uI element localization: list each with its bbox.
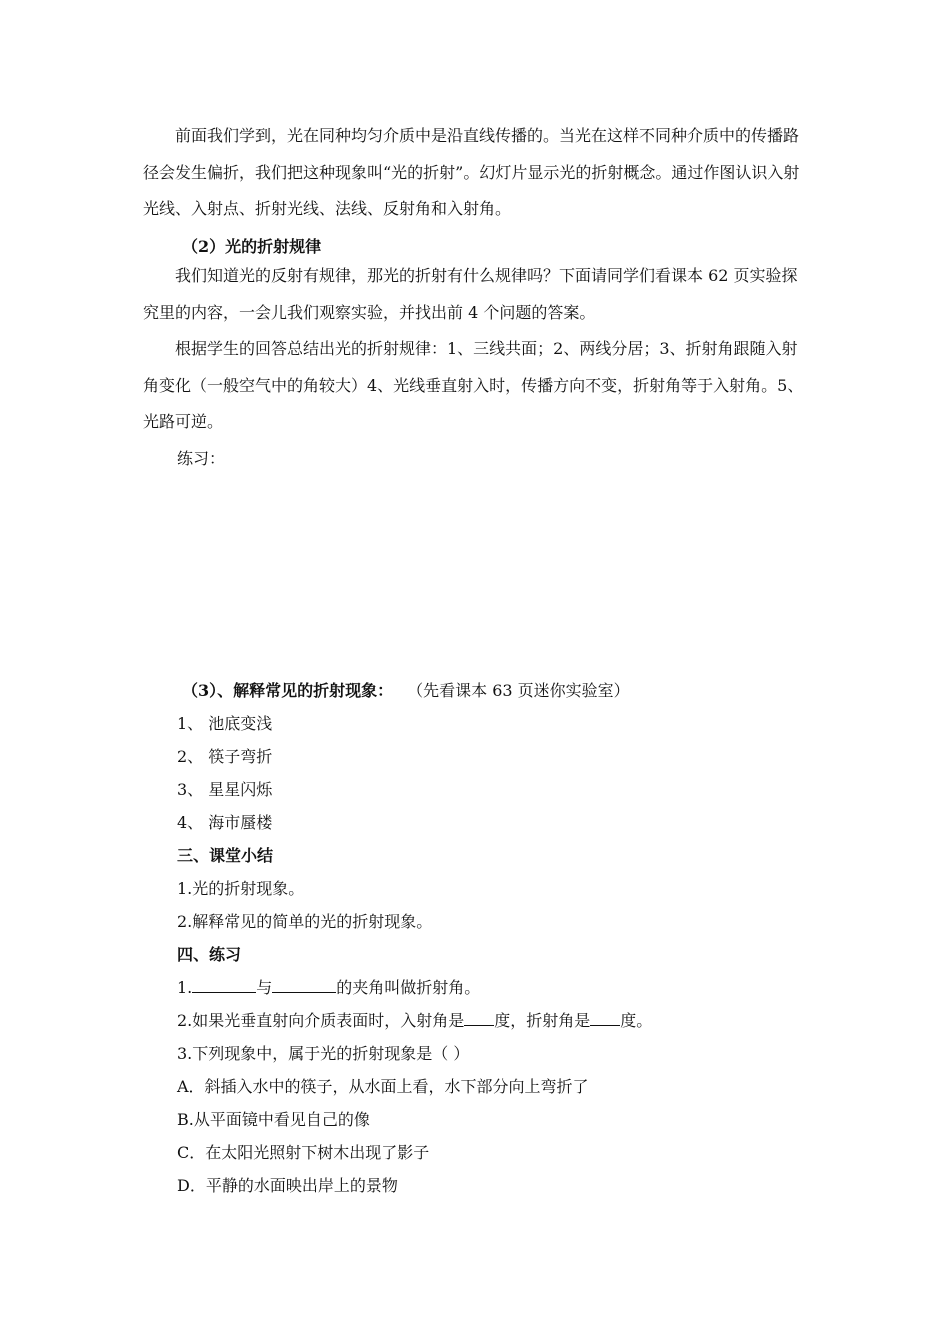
q1-text-b: 与	[256, 978, 273, 997]
answer-blank	[590, 1011, 620, 1026]
summary-item: 1.光的折射现象。	[177, 879, 305, 898]
summary-item: 2.解释常见的简单的光的折射现象。	[177, 912, 433, 931]
section2-paragraph-1	[143, 258, 813, 331]
intro-paragraph	[143, 118, 813, 228]
q2-text-a: 2.如果光垂直射向介质表面时，入射角是	[177, 1011, 465, 1030]
section3-note: （先看课本 63 页迷你实验室）	[415, 681, 630, 700]
q2-text-c: 度。	[620, 1011, 653, 1030]
section2-text-2: 根据学生的回答总结出光的折射规律：1、三线共面；2、两线分居；3、折射角跟随入射角变化（一般空气中的角较大）4、光线垂直射入时，传播方向不变，折射角等于入射角。5、光路可逆。	[143, 339, 804, 432]
section2-heading: （2）光的折射规律	[182, 237, 322, 256]
list-item: 1、 池底变浅	[177, 714, 273, 733]
practice-label: 练习：	[177, 449, 226, 468]
summary-heading: 三、课堂小结	[177, 846, 274, 865]
q2-text-b: 度，折射角是	[494, 1011, 591, 1030]
question-1	[177, 977, 480, 999]
option-d: D．平静的水面映出岸上的景物	[177, 1176, 398, 1195]
list-item: 4、 海市蜃楼	[177, 813, 273, 832]
option-a: A．斜插入水中的筷子，从水面上看，水下部分向上弯折了	[177, 1077, 589, 1096]
question-3: 3.下列现象中，属于光的折射现象是（ ）	[177, 1044, 470, 1063]
section3-title: （3）、解释常见的折射现象：	[182, 681, 394, 700]
answer-blank	[192, 978, 256, 993]
q1-text-c: 的夹角叫做折射角。	[336, 978, 481, 997]
option-c: C．在太阳光照射下树木出现了影子	[177, 1143, 430, 1162]
list-item: 3、 星星闪烁	[177, 780, 273, 799]
list-item: 2、 筷子弯折	[177, 747, 273, 766]
option-b: B.从平面镜中看见自己的像	[177, 1110, 370, 1129]
answer-blank	[464, 1011, 494, 1026]
q1-text-a: 1.	[177, 978, 193, 997]
section2-paragraph-2	[143, 331, 813, 441]
section3-heading	[182, 680, 630, 702]
section2-text-1: 我们知道光的反射有规律，那光的折射有什么规律吗？下面请同学们看课本 62 页实验探究里的内容，一会儿我们观察实验，并找出前 4 个问题的答案。	[143, 266, 798, 322]
answer-blank	[272, 978, 336, 993]
intro-text: 前面我们学到，光在同种均匀介质中是沿直线传播的。当光在这样不同种介质中的传播路径会发生偏折，我们把这种现象叫“光的折射”。幻灯片显示光的折射概念。通过作图认识入射光线、入射点、折射光线、法线、反射角和入射角。	[143, 126, 800, 219]
exercises-heading: 四、练习	[177, 945, 242, 964]
question-2	[177, 1010, 652, 1032]
